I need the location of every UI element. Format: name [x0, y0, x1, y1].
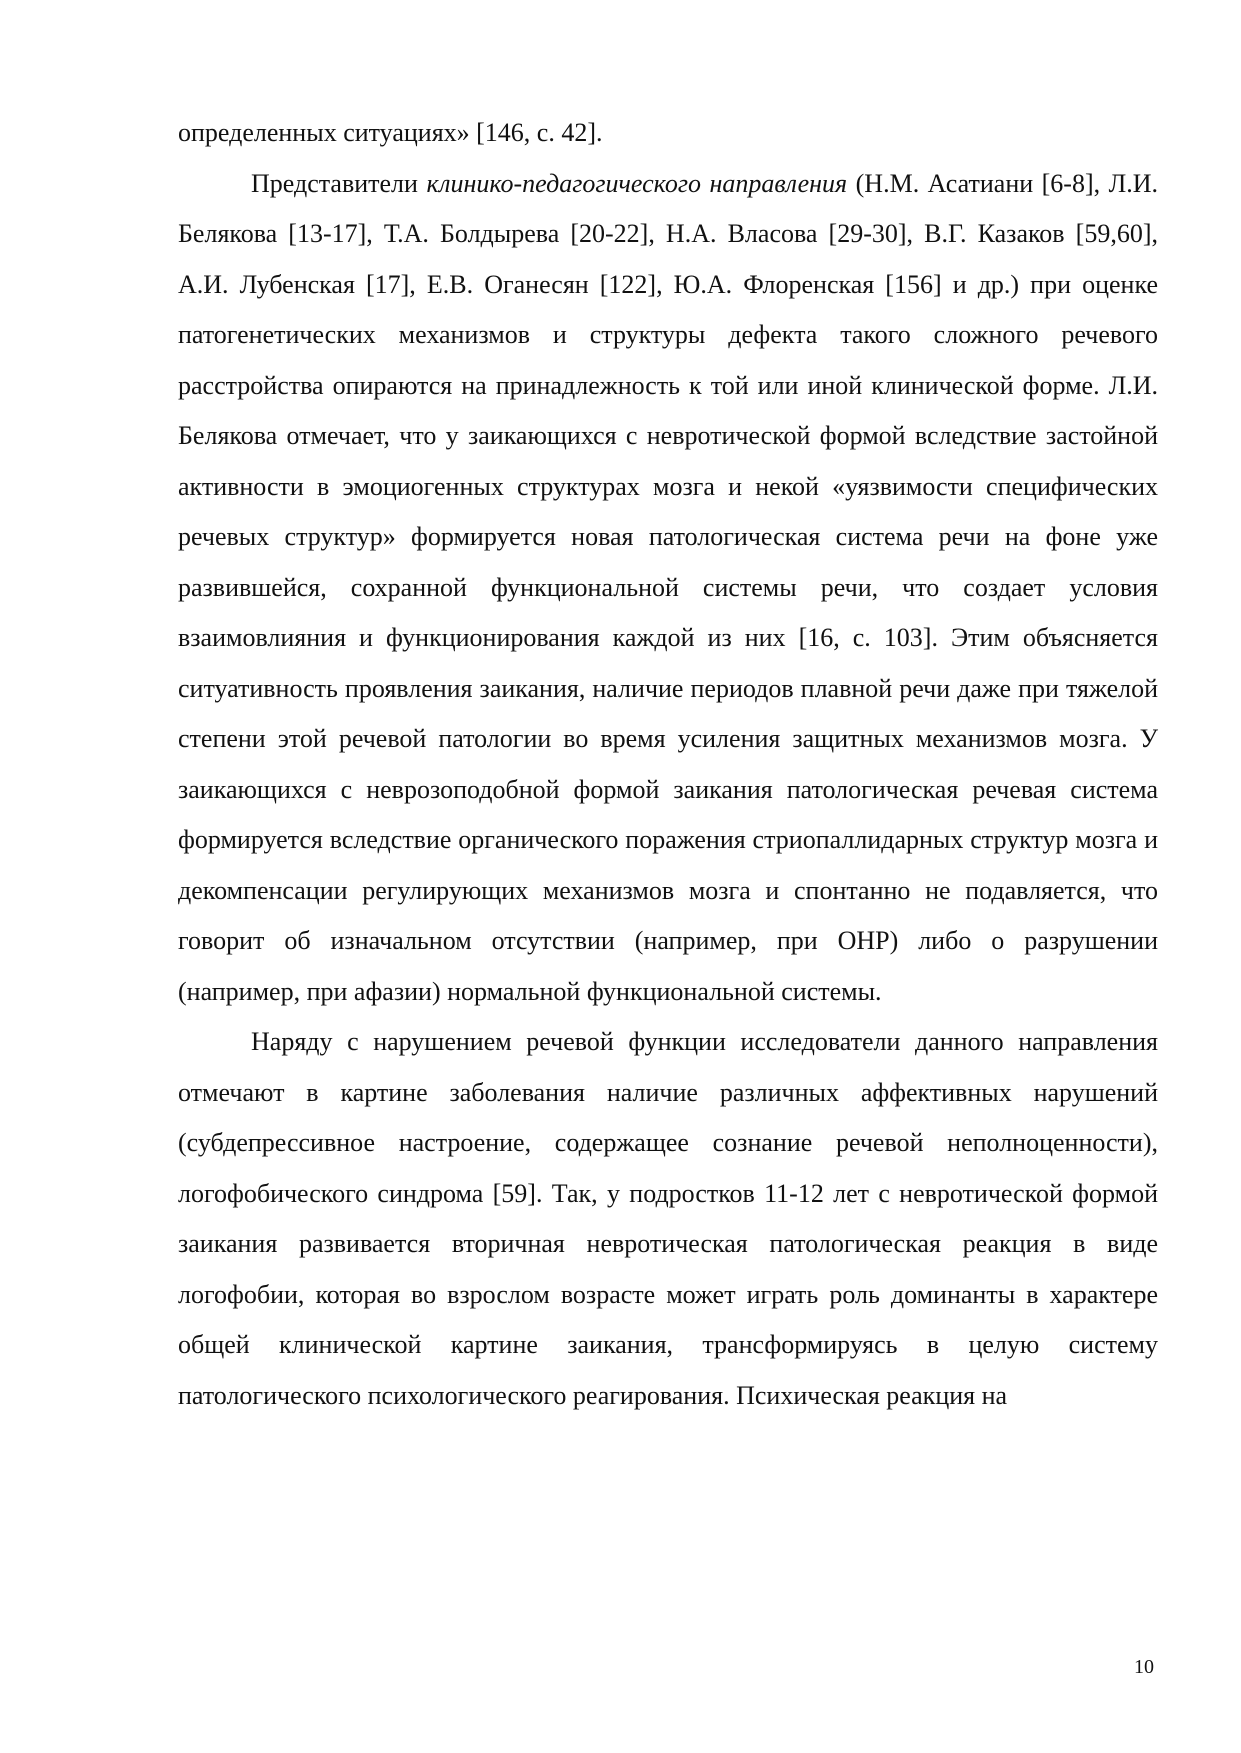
- text-segment: (Н.М. Асатиани [6-8], Л.И. Белякова [13-17], Т.А. Болдырева [20-22], Н.А. Власова [29-30], В.Г. Казаков [59,60], А.И. Лубенская [17], Е.В. Оганесян [122], Ю.А. Флоренская [156] и др.) при оценке патогенетических механизмов и структуры дефекта такого сложного речевого расстройства опираются на принадлежность к той или иной клинической форме. Л.И. Белякова отмечает, что у заикающихся с невротической формой вследствие застойной активности в эмоциогенных структурах мозга и некой «уязвимости специфических речевых структур» формируется новая патологическая система речи на фоне уже развившейся, сохранной функциональной системы речи, что создает условия взаимовлияния и функционирования каждой из них [16, с. 103]. Этим объясняется ситуативность проявления заикания, наличие периодов плавной речи даже при тяжелой степени этой речевой патологии во время усиления защитных механизмов мозга. У заикающихся с неврозоподобной формой заикания патологическая речевая система формируется вследствие органического поражения стриопаллидарных структур мозга и декомпенсации регулирующих механизмов мозга и спонтанно не подавляется, что говорит об изначальном отсутствии (например, при ОНР) либо о разрушении (например, при афазии) нормальной функциональной системы.: [178, 168, 1159, 1006]
- text-segment: Представители: [251, 168, 427, 198]
- paragraph-affective-disorders: [178, 1017, 1158, 1421]
- paragraph-continuation: [178, 108, 1158, 159]
- text-segment: Наряду с нарушением речевой функции исследователи данного направления отмечают в картине заболевания наличие различных аффективных нарушений (субдепрессивное настроение, содержащее сознание речевой неполноценности), логофобического синдрома [59]. Так, у подростков 11-12 лет с невротической формой заикания развивается вторичная невротическая патологическая реакция в виде логофобии, которая во взрослом возрасте может играть роль доминанты в характере общей клинической картине заикания, трансформируясь в целую систему патологического психологического реагирования. Психическая реакция на: [178, 1027, 1158, 1410]
- text-segment: определенных ситуациях» [146, с. 42].: [178, 118, 603, 147]
- document-page: [178, 108, 1158, 1421]
- page-number: 10: [1134, 1656, 1154, 1678]
- italic-term: клинико-педагогического направления: [426, 168, 848, 198]
- paragraph-clinical-pedagogical: [178, 159, 1158, 1018]
